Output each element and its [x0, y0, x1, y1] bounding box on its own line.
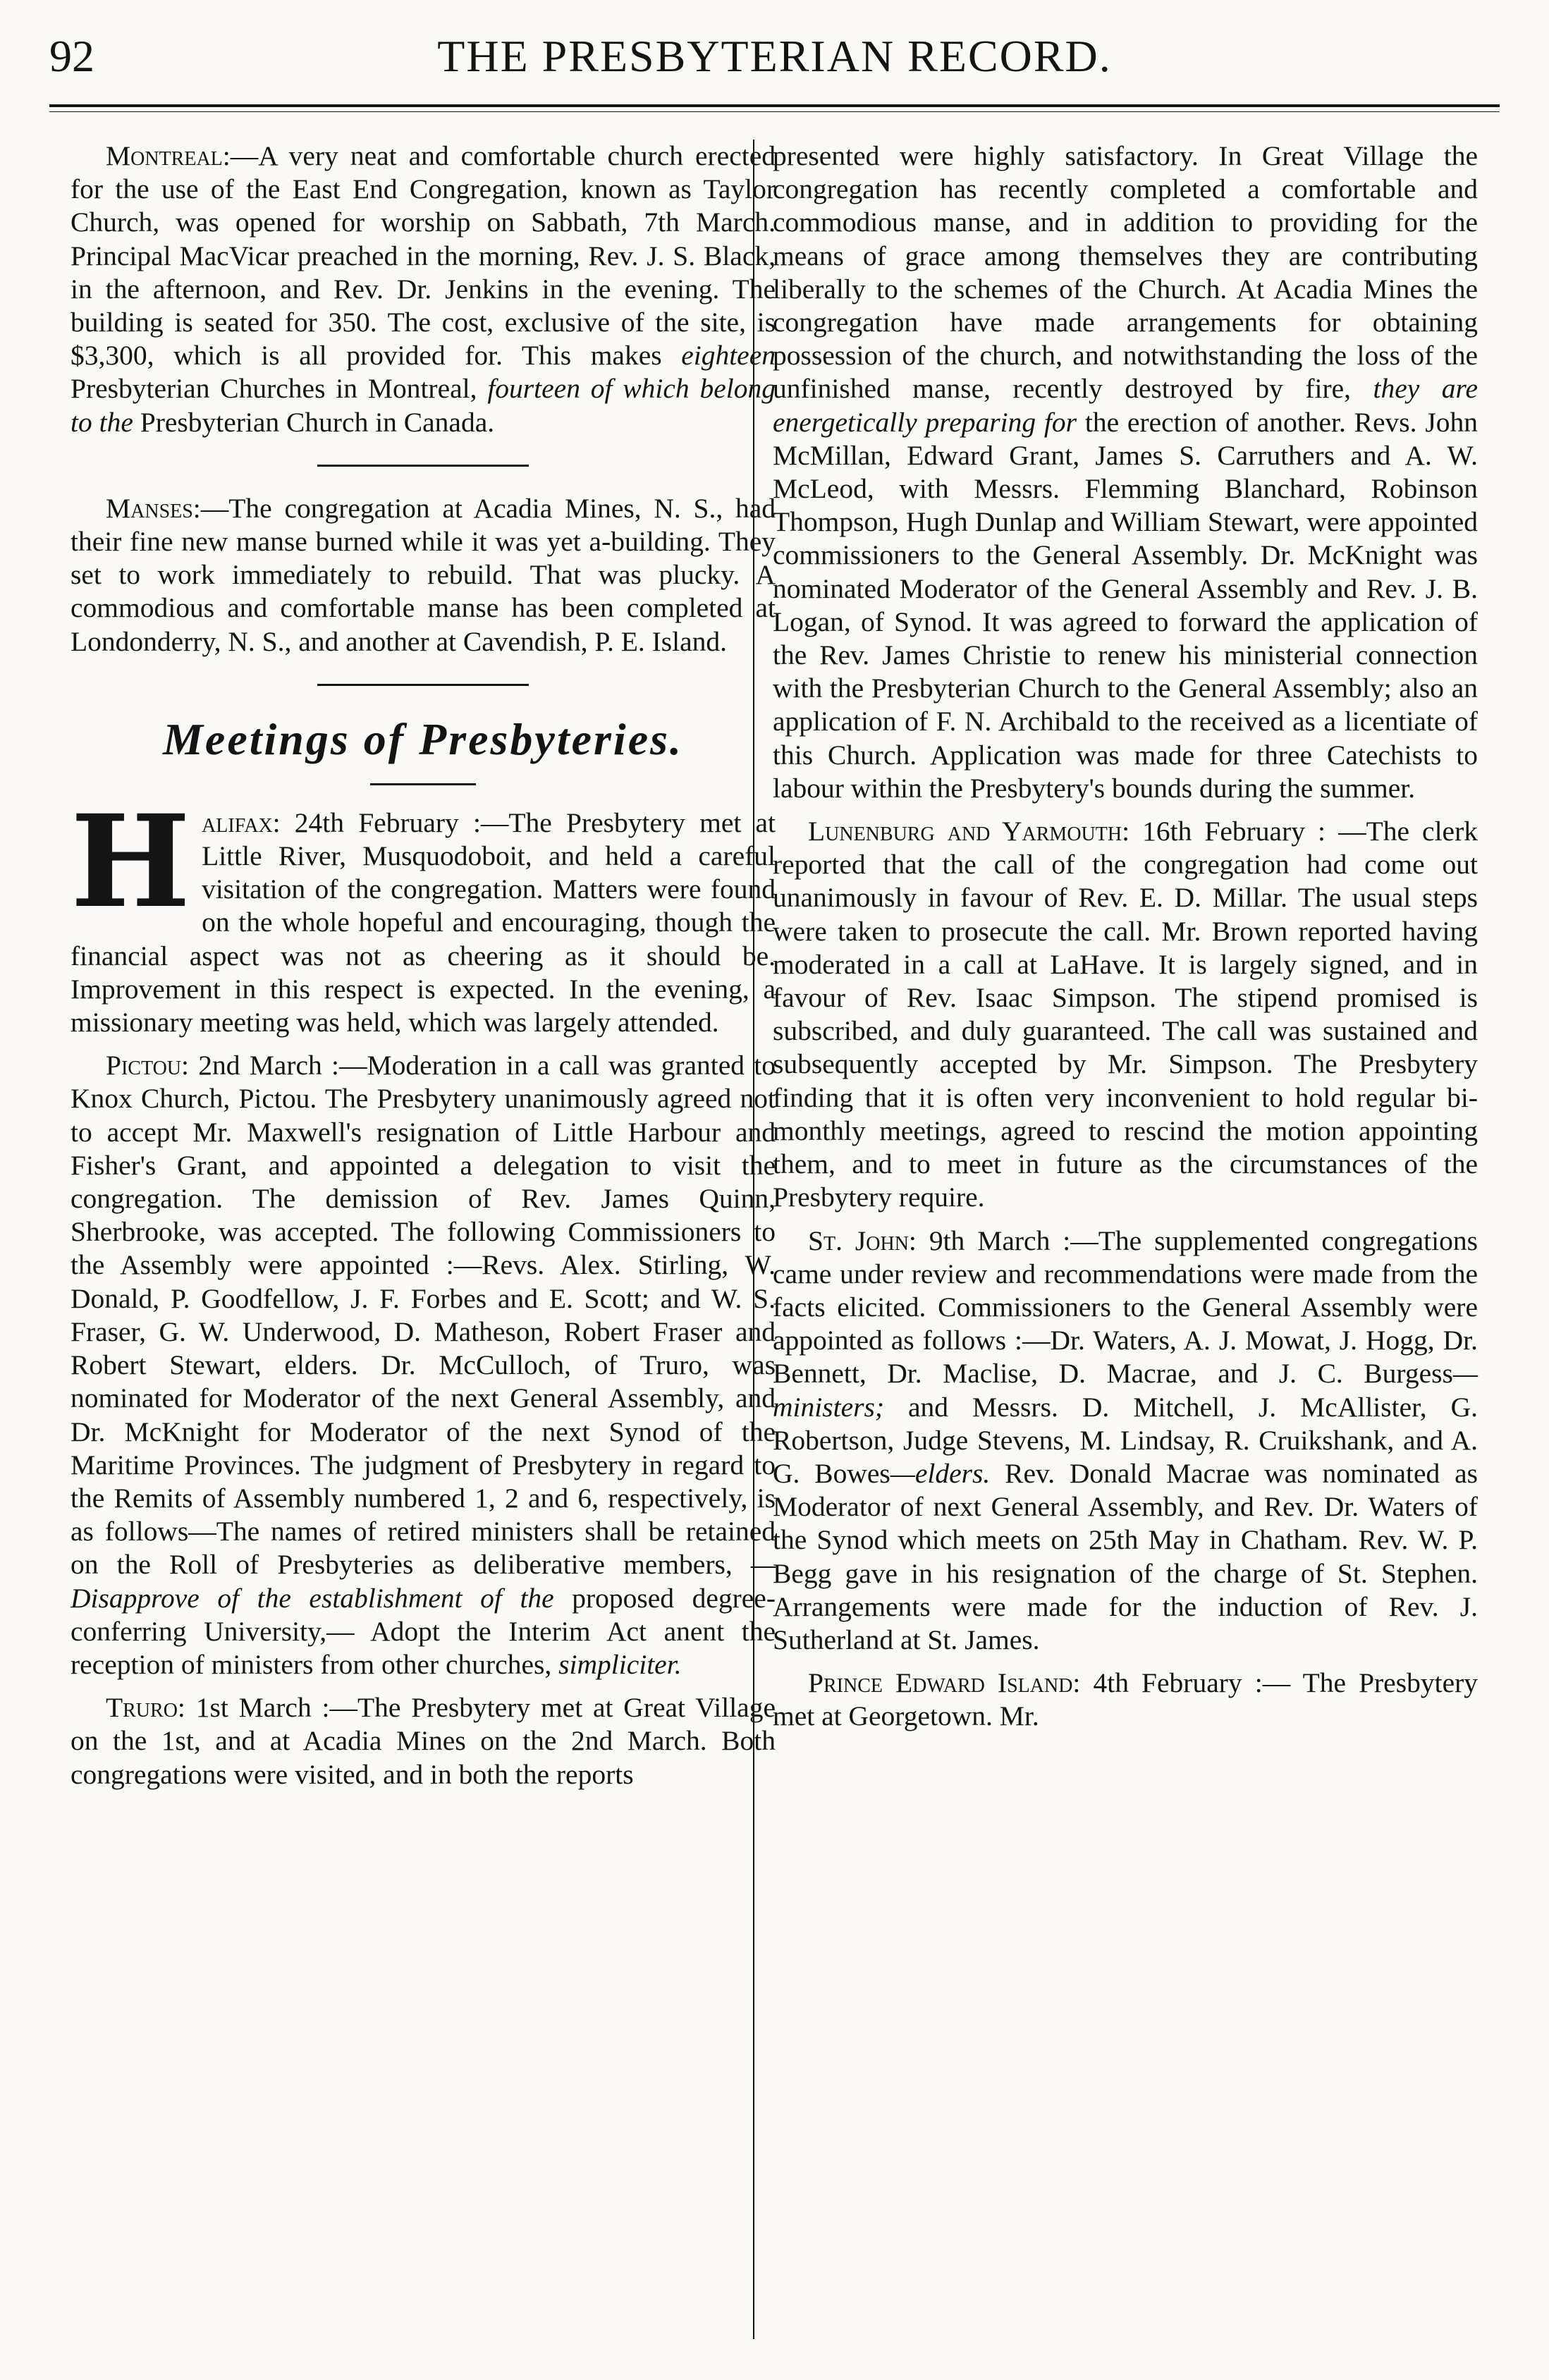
- manses-lead: Manses:: [106, 492, 201, 524]
- pictou-text-a: 2nd March :—Moderation in a call was granted to Knox Church, Pictou. The Presbytery unanimously agreed not to accept Mr. Maxwell's resignation of Little Harbour and Fisher's Grant, and appointed a delegation to visit the congregation. The demission of Rev. James Quinn, Sherbrooke, was accepted. The following Commissioners to the Assembly were appointed :—Revs. Alex. Stirling, W. Donald, P. Goodfellow, J. F. Forbes and E. Scott; and W. S. Fraser, G. W. Underwood, D. Matheson, Robert Fraser and Robert Stewart, elders. Dr. McCulloch, of Truro, was nominated for Moderator of the next General Assembly, and Dr. McKnight for Moderator of the next Synod of the Maritime Provinces. The judgment of Presbytery in regard to the Remits of Assembly numbered 1, 2 and 6, respectively, is as follows—The names of retired ministers shall be retained on the Roll of Presbyteries as deliberative members,: [71, 1050, 776, 1581]
- pei-paragraph: [773, 1667, 1478, 1733]
- truro-cont-text-a: presented were highly satisfactory. In Great Village the congregation has recently completed a comfortable and commodious manse, and in addition to providing for the means of grace among themselves they are contributing liberally to the schemes of the Church. At Acadia Mines the congregation have made arrangements for obtaining possession of the church, and notwithstanding the loss of the unfinished manse, recently destroyed by fire,: [773, 140, 1478, 405]
- halifax-paragraph: [71, 787, 776, 1039]
- st-john-italic-b: —elders.: [890, 1457, 991, 1489]
- montreal-text-c: Presbyterian Church in Canada.: [133, 406, 495, 438]
- pictou-italic-a: —Disapprove of the establishment of the: [71, 1549, 776, 1614]
- section-rule: [317, 684, 529, 686]
- halifax-lead: alifax:: [202, 806, 281, 838]
- pei-lead: Prince Edward Island:: [808, 1667, 1081, 1699]
- st-john-text-c: Rev. Donald Macrae was nominated as Moderator of next General Assembly, and Rev. Dr. Waters of the Synod which meets on 25th May in Chatham. Rev. W. P. Begg gave in his resignation of the charge of St. Stephen. Arrangements were made for the induction of Rev. J. Sutherland at St. James.: [773, 1457, 1478, 1655]
- montreal-text-b: Presbyterian Churches in Montreal,: [71, 373, 488, 405]
- st-john-lead: St. John:: [808, 1225, 917, 1256]
- pictou-text-b: proposed degree-conferring University,— Adopt the Interim Act anent the reception of ministers from other churches,: [71, 1582, 776, 1680]
- st-john-text-a: 9th March :—The supplemented congregations came under review and recommendations were made from the facts elicited. Commissioners to the General Assembly were appointed as follows :—Dr. Waters, A. J. Mowat, J. Hogg, Dr. Bennett, Dr. Maclise, D. Macrae, and J. C. Burgess: [773, 1225, 1478, 1390]
- manses-text: —The congregation at Acadia Mines, N. S., had their fine new manse burned while it was yet a-building. They set to work immediately to rebuild. That was plucky. A commodious and comfortable manse has been completed at Londonderry, N. S., and another at Cavendish, P. E. Island.: [71, 492, 776, 657]
- lunenburg-paragraph: [773, 815, 1478, 1214]
- manses-paragraph: [71, 492, 776, 658]
- header-rule-thin: [49, 111, 1500, 112]
- pictou-lead: Pictou:: [106, 1050, 189, 1081]
- truro-text: 1st March :—The Presbytery met at Great Village on the 1st, and at Acadia Mines on the 2nd March. Both congregations were visited, and in both the reports: [71, 1692, 776, 1790]
- montreal-italic-a: eighteen: [681, 340, 776, 372]
- truro-cont-text-b: the erection of another. Revs. John McMillan, Edward Grant, James S. Carruthers and A. W. McLeod, with Messrs. Flemming Blanchard, Robinson Thompson, Hugh Dunlap and William Stewart, were appointed commissioners to the General Assembly. Dr. McKnight was nominated Moderator of the General Assembly and Rev. J. B. Logan, of Synod. It was agreed to forward the application of the Rev. James Christie to renew his ministerial connection with the Presbyterian Church to the General Assembly; also an application of F. N. Archibald to the received as a licentiate of this Church. Application was made for three Catechists to labour within the Presbytery's bounds during the summer.: [773, 406, 1478, 804]
- running-head: THE PRESBYTERIAN RECORD.: [437, 31, 1112, 81]
- st-john-text-b: and Messrs. D. Mitchell, J. McAllister, G. Robertson, Judge Stevens, M. Lindsay, R. Cruikshank, and A. G. Bowes: [773, 1391, 1478, 1489]
- header-rule: [49, 104, 1500, 107]
- truro-lead: Truro:: [106, 1692, 185, 1724]
- montreal-text-a: —A very neat and comfortable church erected for the use of the East End Congregation, known as Taylor Church, was opened for worship on Sabbath, 7th March. Principal MacVicar preached in the morning, Rev. J. S. Black, in the afternoon, and Rev. Dr. Jenkins in the evening. The building is seated for 350. The cost, exclusive of the site, is $3,300, which is all provided for. This makes: [71, 140, 776, 372]
- pictou-italic-b: simpliciter.: [558, 1648, 682, 1680]
- truro-paragraph: [71, 1691, 776, 1791]
- montreal-lead: Montreal:: [106, 140, 231, 171]
- left-column: [71, 140, 776, 1801]
- page-number: 92: [49, 31, 94, 81]
- truro-cont-italic-a: they are energetically preparing for: [773, 373, 1478, 438]
- title-rule: [370, 783, 476, 785]
- pei-text: 4th February :— The Presbytery met at Georgetown. Mr.: [773, 1667, 1478, 1732]
- lunenburg-text: 16th February : —The clerk reported that the call of the congregation had come out unanimously in favour of Rev. E. D. Millar. The usual steps were taken to prosecute the call. Mr. Brown reported having moderated in a call at LaHave. It is largely signed, and in favour of Rev. Isaac Simpson. The stipend promised is subscribed, and duly guaranteed. The call was sustained and subsequently accepted by Mr. Simpson. The Presbytery finding that it is often very inconvenient to hold regular bi-monthly meetings, agreed to rescind the motion appointing them, and to meet in future as the circumstances of the Presbytery require.: [773, 816, 1478, 1213]
- halifax-dropcap: H: [71, 787, 191, 936]
- montreal-paragraph: [71, 140, 776, 439]
- st-john-paragraph: [773, 1225, 1478, 1657]
- right-column: [773, 140, 1478, 1743]
- montreal-italic-b: fourteen of which belong to the: [71, 373, 776, 438]
- section-rule: [317, 465, 529, 467]
- truro-continued-paragraph: [773, 140, 1478, 805]
- pictou-paragraph: [71, 1049, 776, 1681]
- lunenburg-lead: Lunenburg and Yarmouth:: [808, 816, 1130, 847]
- halifax-text: 24th February :—The Presbytery met at Little River, Musquodoboit, and held a careful visitation of the congregation. Matters were found on the whole hopeful and encouraging, though the financial aspect was not as cheering as it should be. Improvement in this respect is expected. In the evening, a missionary meeting was held, which was largely attended.: [71, 806, 776, 1038]
- section-title: Meetings of Presbyteries.: [163, 713, 683, 764]
- st-john-italic-a: —ministers;: [773, 1358, 1478, 1423]
